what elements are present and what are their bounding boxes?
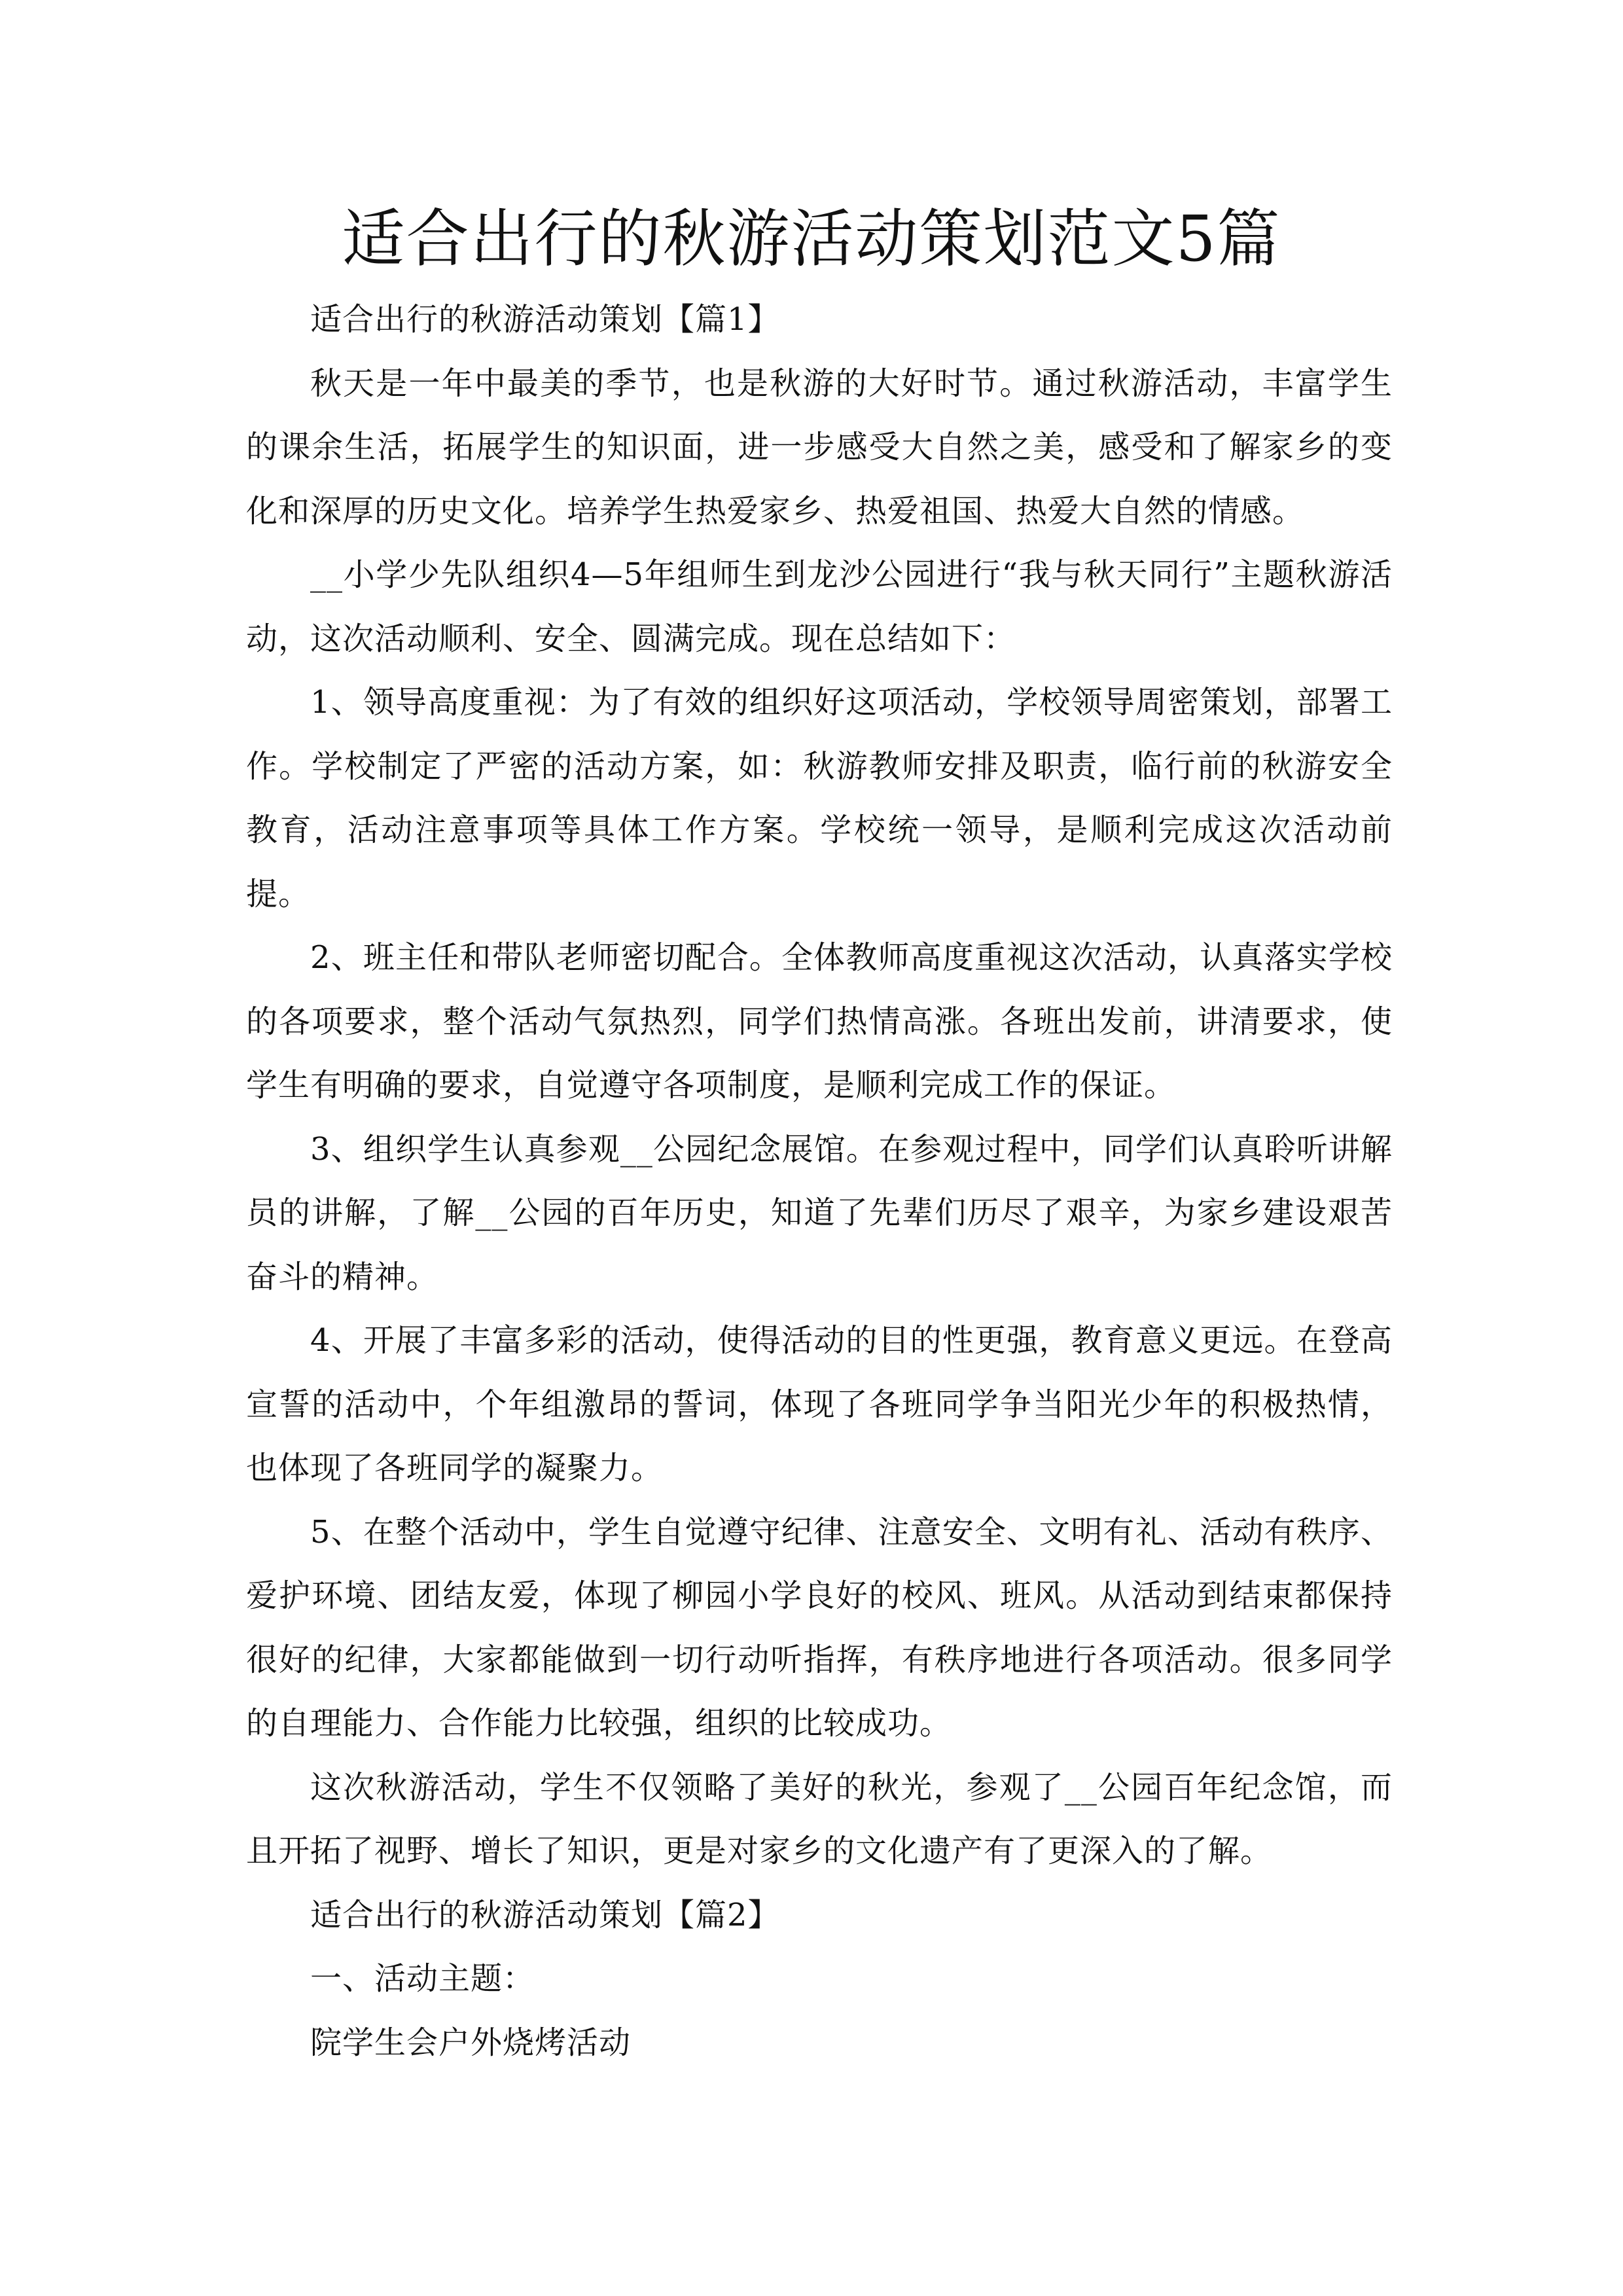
paragraph: 4、开展了丰富多彩的活动，使得活动的目的性更强，教育意义更远。在登高宣誓的活动中，个年组激昂的誓词，体现了各班同学争当阳光少年的积极热情，也体现了各班同学的凝聚力。 [246,1322,1393,1486]
paragraph: 5、在整个活动中，学生自觉遵守纪律、注意安全、文明有礼、活动有秩序、爱护环境、团结友爱，体现了柳园小学良好的校风、班风。从活动到结束都保持很好的纪律，大家都能做到一切行动听指挥，有秩序地进行各项活动。很多同学的自理能力、合作能力比较强，组织的比较成功。 [246,1513,1393,1742]
paragraph: 1、领导高度重视：为了有效的组织好这项活动，学校领导周密策划，部署工作。学校制定了严密的活动方案，如：秋游教师安排及职责，临行前的秋游安全教育，活动注意事项等具体工作方案。学校统一领导，是顺利完成这次活动前提。 [246,684,1393,912]
paragraph: __小学少先队组织4—5年组师生到龙沙公园进行“我与秋天同行”主题秋游活动，这次活动顺利、安全、圆满完成。现在总结如下： [246,556,1393,657]
paragraph: 一、活动主题： [310,1960,535,1997]
section-heading-1: 适合出行的秋游活动策划【篇1】 [310,301,780,338]
paragraph: 2、班主任和带队老师密切配合。全体教师高度重视这次活动，认真落实学校的各项要求，整个活动气氛热烈，同学们热情高涨。各班出发前，讲清要求，使学生有明确的要求，自觉遵守各项制度，是顺利完成工作的保证。 [246,939,1393,1103]
paragraph: 院学生会户外烧烤活动 [310,2024,632,2061]
document-title: 适合出行的秋游活动策划范文5篇 [342,202,1281,276]
paragraph: 这次秋游活动，学生不仅领略了美好的秋光，参观了__公园百年纪念馆，而且开拓了视野、增长了知识，更是对家乡的文化遗产有了更深入的了解。 [246,1768,1393,1869]
section-heading-2: 适合出行的秋游活动策划【篇2】 [310,1896,780,1933]
paragraph: 秋天是一年中最美的季节，也是秋游的大好时节。通过秋游活动，丰富学生的课余生活，拓展学生的知识面，进一步感受大自然之美，感受和了解家乡的变化和深厚的历史文化。培养学生热爱家乡、热爱祖国、热爱大自然的情感。 [246,365,1393,529]
document-body [246,288,1393,2075]
paragraph: 3、组织学生认真参观__公园纪念展馆。在参观过程中，同学们认真聆听讲解员的讲解，了解__公园的百年历史，知道了先辈们历尽了艰辛，为家乡建设艰苦奋斗的精神。 [246,1130,1393,1295]
